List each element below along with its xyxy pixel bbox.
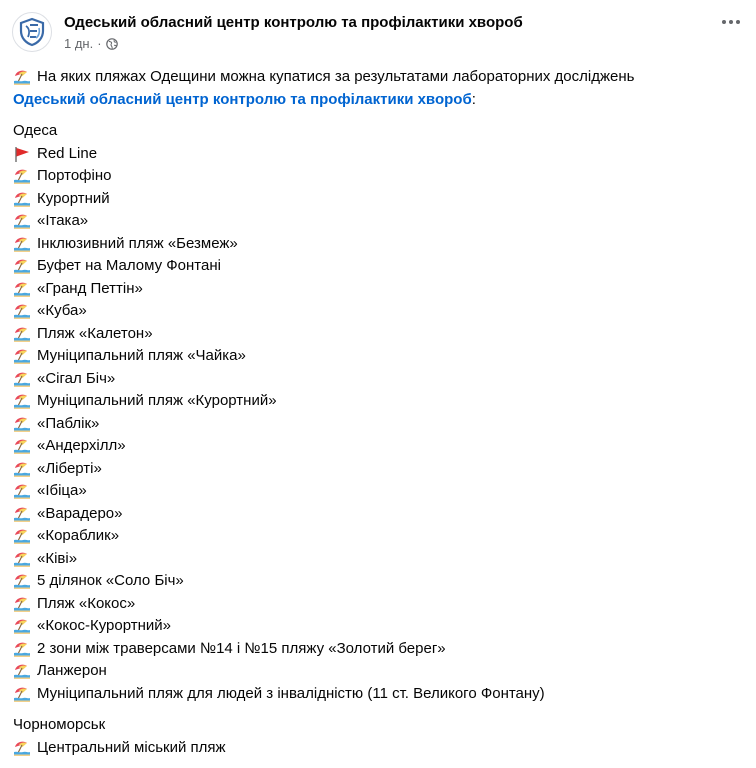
beach-umbrella-icon [13, 392, 31, 410]
beach-umbrella-icon [13, 212, 31, 230]
beach-umbrella-icon [13, 685, 31, 703]
intro-link-line [13, 89, 746, 112]
beach-name: Курортний [37, 189, 110, 207]
beach-umbrella-icon [13, 370, 31, 388]
beach-list-item [13, 323, 746, 346]
beach-name: Муніципальний пляж для людей з інвалідністю (11 ст. Великого Фонтану) [37, 684, 545, 702]
beach-list-item [13, 255, 746, 278]
section-gap [13, 705, 746, 714]
beach-umbrella-icon [13, 280, 31, 298]
beach-umbrella-icon [13, 190, 31, 208]
beach-list-item [13, 480, 746, 503]
beach-umbrella-icon [13, 640, 31, 658]
beach-umbrella-icon [13, 167, 31, 185]
beach-list-item [13, 638, 746, 661]
beach-name: «Ітака» [37, 212, 89, 229]
beach-name: Інклюзивний пляж «Безмеж» [37, 234, 238, 252]
beach-list-item [13, 593, 746, 616]
beach-name: «Куба» [37, 302, 87, 319]
globe-icon[interactable] [106, 38, 118, 50]
beach-list-item [13, 210, 746, 233]
beach-umbrella-icon [13, 235, 31, 253]
beach-umbrella-icon [13, 302, 31, 320]
beach-name: «Паблік» [37, 414, 100, 432]
page-avatar[interactable] [12, 12, 52, 52]
shield-logo-icon [17, 17, 47, 47]
beach-name: «Ліберті» [37, 459, 102, 477]
post-header [12, 12, 523, 53]
beach-umbrella-icon [13, 325, 31, 343]
beach-name: «Варадеро» [37, 504, 123, 522]
beach-list-item [13, 660, 746, 683]
intro-suffix: : [471, 90, 476, 108]
intro-text: На яких пляжах Одещини можна купатися за результатами лабораторних досліджень [37, 68, 635, 85]
beach-umbrella-icon [13, 460, 31, 478]
beach-name: «Кокос-Курортний» [37, 617, 172, 634]
post-text [13, 66, 746, 759]
post-time[interactable]: 1 дн. [64, 36, 94, 51]
intro-line [13, 66, 746, 89]
more-dots-icon[interactable] [722, 20, 740, 24]
beach-sections [13, 111, 746, 759]
beach-name: «Сігал Біч» [37, 369, 116, 387]
beach-umbrella-icon [13, 617, 31, 635]
beach-list-item [13, 435, 746, 458]
red-flag-icon [13, 145, 31, 163]
beach-name: Центральний міський пляж [37, 738, 226, 756]
beach-umbrella-icon [13, 347, 31, 365]
beach-list-item [13, 548, 746, 571]
beach-name: 5 ділянок «Соло Біч» [37, 572, 184, 589]
beach-list-item [13, 300, 746, 323]
page-name-link[interactable]: Одеський обласний центр контролю та профілактики хвороб [64, 14, 523, 31]
beach-list-item [13, 233, 746, 256]
beach-name: «Ківі» [37, 549, 78, 567]
section-gap [13, 111, 746, 120]
post-meta [64, 35, 523, 53]
beach-list-item [13, 683, 746, 706]
city-heading: Одеса [13, 122, 58, 139]
beach-list-item [13, 503, 746, 526]
beach-umbrella-icon [13, 437, 31, 455]
beach-list-item [13, 390, 746, 413]
beach-name: Пляж «Калетон» [37, 324, 153, 342]
beach-list-item [13, 368, 746, 391]
beach-name: Муніципальний пляж «Чайка» [37, 347, 246, 364]
beach-list-item [13, 345, 746, 368]
beach-name: «Ібіца» [37, 482, 87, 499]
beach-list-item [13, 278, 746, 301]
beach-name: «Гранд Петтін» [37, 279, 143, 297]
city-heading: Чорноморськ [13, 716, 106, 733]
beach-list-item [13, 165, 746, 188]
beach-umbrella-icon [13, 662, 31, 680]
beach-name: Буфет на Малому Фонтані [37, 257, 221, 274]
beach-name: «Андерхілл» [37, 437, 126, 454]
page-mention-link[interactable]: Одеський обласний центр контролю та профілактики хвороб [13, 90, 472, 108]
beach-name: Муніципальний пляж «Курортний» [37, 392, 277, 409]
beach-name: Red Line [37, 144, 98, 162]
beach-list-item [13, 525, 746, 548]
beach-list-item [13, 458, 746, 481]
beach-name: 2 зони між траверсами №14 і №15 пляжу «Золотий берег» [37, 639, 446, 657]
beach-umbrella-icon [13, 572, 31, 590]
beach-list-item [13, 615, 746, 638]
beach-umbrella-icon [13, 68, 31, 86]
beach-list-item [13, 143, 746, 166]
beach-umbrella-icon [13, 415, 31, 433]
beach-umbrella-icon [13, 595, 31, 613]
beach-name: «Кораблик» [37, 527, 120, 544]
beach-umbrella-icon [13, 482, 31, 500]
meta-separator: · [97, 36, 102, 51]
beach-umbrella-icon [13, 257, 31, 275]
beach-umbrella-icon [13, 505, 31, 523]
beach-name: Пляж «Кокос» [37, 594, 136, 612]
beach-name: Ланжерон [37, 662, 107, 679]
beach-umbrella-icon [13, 527, 31, 545]
beach-umbrella-icon [13, 739, 31, 757]
beach-name: Портофіно [37, 167, 112, 184]
beach-list-item [13, 570, 746, 593]
beach-list-item [13, 413, 746, 436]
beach-umbrella-icon [13, 550, 31, 568]
beach-list-item [13, 737, 746, 760]
beach-list-item [13, 188, 746, 211]
